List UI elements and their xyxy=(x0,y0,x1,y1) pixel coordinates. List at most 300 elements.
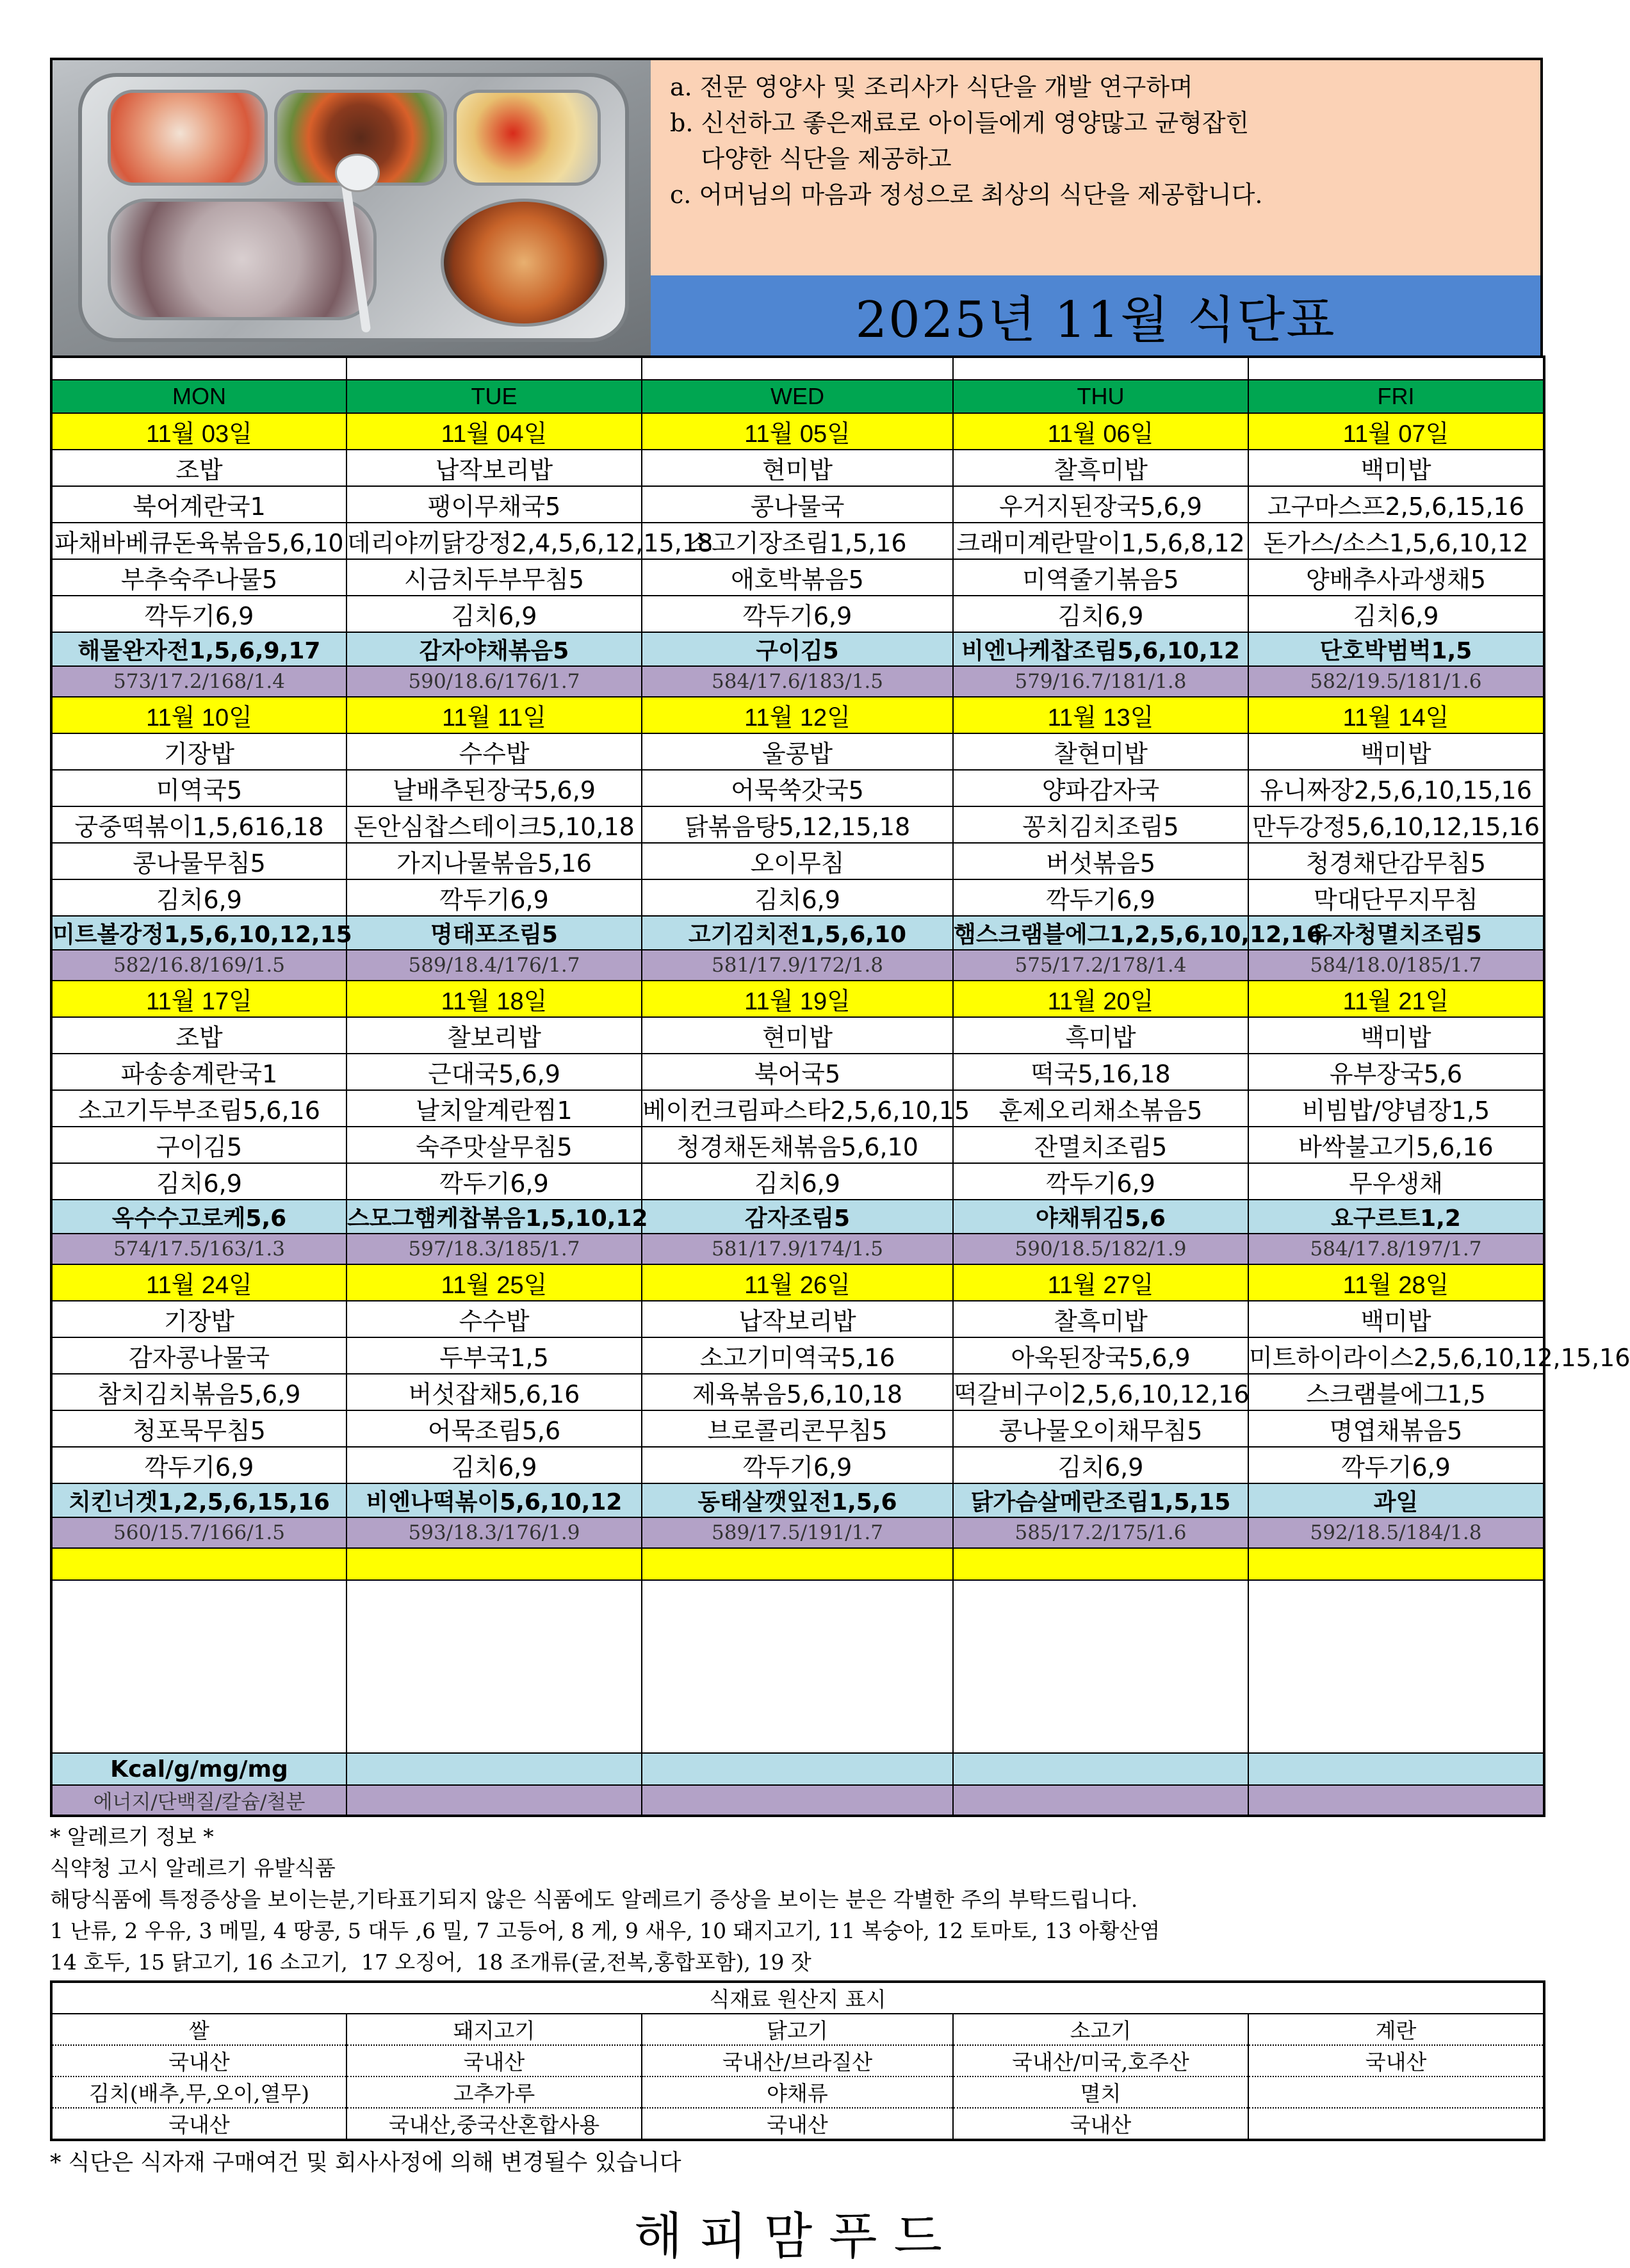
menu-item-text: 파채바베큐돈육볶음5,6,10 xyxy=(54,529,344,557)
nutrition-value xyxy=(346,950,642,981)
empty-cell xyxy=(642,1785,953,1816)
menu-item-text: 깍두기6,9 xyxy=(742,602,852,630)
menu-item xyxy=(51,843,346,879)
empty-cell xyxy=(346,1753,642,1785)
empty-cell xyxy=(346,1785,642,1816)
menu-item-row xyxy=(51,1090,1544,1127)
menu-item-text: 꽁치김치조림5 xyxy=(1022,813,1179,841)
nutrition-value xyxy=(51,1234,346,1264)
empty-cell xyxy=(346,1580,642,1753)
menu-item-text: 유부장국5,6 xyxy=(1329,1060,1463,1088)
menu-item xyxy=(51,1054,346,1090)
menu-item-text: 납작보리밥 xyxy=(435,456,553,484)
menu-item xyxy=(51,559,346,596)
origin-cell: 멸치 xyxy=(953,2076,1248,2108)
special-dish-text: 햄스크램블에그1,2,5,6,10,12,16 xyxy=(954,922,1323,948)
nutrition-value xyxy=(1248,950,1544,981)
special-dish xyxy=(51,1483,346,1517)
menu-item-text: 백미밥 xyxy=(1360,1307,1431,1335)
origin-cell: 국내산 xyxy=(1248,2045,1544,2076)
special-dish-row xyxy=(51,1200,1544,1234)
menu-item xyxy=(51,486,346,523)
menu-item xyxy=(953,806,1248,843)
origin-cell: 국내산/브라질산 xyxy=(642,2045,953,2076)
menu-item-text: 백미밥 xyxy=(1360,1024,1431,1052)
menu-item xyxy=(953,1054,1248,1090)
menu-item-text: 흑미밥 xyxy=(1065,1024,1136,1052)
menu-item xyxy=(51,1410,346,1447)
menu-item-text: 콩나물국 xyxy=(750,493,845,521)
weekday-header-row xyxy=(51,380,1544,413)
menu-item xyxy=(642,1447,953,1483)
date-cell-text: 11월 13일 xyxy=(1047,705,1154,731)
intro-text xyxy=(651,60,1540,275)
menu-item-row xyxy=(51,1017,1544,1054)
menu-item-text: 조밥 xyxy=(175,1024,223,1052)
date-cell xyxy=(51,697,346,733)
origin-cell: 닭고기 xyxy=(642,2014,953,2045)
menu-item-text: 기장밥 xyxy=(163,740,235,768)
menu-item-text: 두부국1,5 xyxy=(439,1344,549,1372)
menu-item-row xyxy=(51,559,1544,596)
empty-cell xyxy=(1248,1580,1544,1753)
menu-item xyxy=(1248,1017,1544,1054)
menu-item xyxy=(346,1410,642,1447)
special-dish-text: 비엔나떡볶이5,6,10,12 xyxy=(366,1489,623,1515)
menu-item xyxy=(1248,1410,1544,1447)
menu-item-text: 무우생채 xyxy=(1349,1170,1443,1198)
menu-item xyxy=(51,1090,346,1127)
empty-cell xyxy=(51,1548,346,1580)
intro-line-b2: 다양한 식단을 제공하고 xyxy=(670,145,952,173)
special-dish-row xyxy=(51,632,1544,666)
menu-item-text: 베이컨크림파스타2,5,6,10,15 xyxy=(642,1097,970,1125)
day-mon: MON xyxy=(51,380,346,413)
nutrition-value-text: 584/17.8/197/1.7 xyxy=(1310,1237,1482,1260)
menu-item-text: 근대국5,6,9 xyxy=(428,1060,560,1088)
date-cell xyxy=(642,697,953,733)
menu-item xyxy=(953,879,1248,916)
special-dish xyxy=(953,632,1248,666)
nutrition-value-text: 581/17.9/172/1.8 xyxy=(712,954,883,977)
nutrition-value xyxy=(642,1517,953,1548)
menu-item xyxy=(642,1410,953,1447)
menu-item xyxy=(51,1374,346,1410)
menu-item-row xyxy=(51,770,1544,806)
menu-item-text: 만두강정5,6,10,12,15,16 xyxy=(1252,813,1540,841)
allergy-heading: * 알레르기 정보 * xyxy=(50,1824,214,1849)
menu-item xyxy=(1248,1374,1544,1410)
menu-item xyxy=(1248,596,1544,632)
menu-item xyxy=(642,1127,953,1163)
menu-sheet xyxy=(50,58,1630,2268)
menu-item-text: 궁중떡볶이1,5,616,18 xyxy=(74,813,324,841)
day-tue: TUE xyxy=(346,380,642,413)
nutrition-value xyxy=(953,666,1248,697)
day-fri: FRI xyxy=(1248,380,1544,413)
menu-item-text: 파송송계란국1 xyxy=(120,1060,278,1088)
menu-item xyxy=(953,596,1248,632)
nutrition-value xyxy=(953,1234,1248,1264)
empty-cell xyxy=(642,1548,953,1580)
menu-item-text: 우거지된장국5,6,9 xyxy=(999,493,1202,521)
empty-cell xyxy=(1248,1753,1544,1785)
origin-cell: 계란 xyxy=(1248,2014,1544,2045)
menu-item xyxy=(346,806,642,843)
menu-item-text: 미역줄기볶음5 xyxy=(1022,566,1179,594)
nutrition-row xyxy=(51,950,1544,981)
empty-cell xyxy=(953,1753,1248,1785)
date-cell xyxy=(346,1264,642,1301)
empty-menu-row xyxy=(51,1580,1544,1753)
menu-item xyxy=(1248,879,1544,916)
date-cell xyxy=(1248,1264,1544,1301)
special-dish xyxy=(1248,632,1544,666)
menu-item xyxy=(642,1054,953,1090)
menu-item-text: 시금치두부무침5 xyxy=(403,566,585,594)
menu-item-text: 청포묵무침5 xyxy=(133,1417,266,1445)
menu-item xyxy=(51,596,346,632)
menu-item-row xyxy=(51,486,1544,523)
nutrition-value-text: 573/17.2/168/1.4 xyxy=(113,670,285,693)
menu-item-text: 브로콜리콘무침5 xyxy=(707,1417,888,1445)
menu-item xyxy=(1248,523,1544,559)
special-dish xyxy=(953,1483,1248,1517)
menu-item-text: 찰흑미밥 xyxy=(1054,1307,1148,1335)
title-banner xyxy=(651,275,1540,355)
empty-cell xyxy=(1248,1548,1544,1580)
menu-item-text: 소고기미역국5,16 xyxy=(699,1344,895,1372)
menu-item xyxy=(642,1374,953,1410)
date-cell xyxy=(1248,413,1544,450)
date-cell xyxy=(642,981,953,1017)
menu-item-text: 김치6,9 xyxy=(451,1453,537,1481)
nutrition-value xyxy=(642,666,953,697)
menu-item-text: 찰흑미밥 xyxy=(1054,456,1148,484)
soup-bowl xyxy=(441,199,607,327)
menu-item xyxy=(346,770,642,806)
menu-item-text: 구이김5 xyxy=(156,1133,243,1161)
menu-item-text: 바싹불고기5,6,16 xyxy=(1298,1133,1494,1161)
menu-item xyxy=(953,450,1248,486)
menu-item-text: 닭볶음탕5,12,15,18 xyxy=(684,813,911,841)
menu-item xyxy=(1248,1447,1544,1483)
menu-item-text: 명엽채볶음5 xyxy=(1329,1417,1463,1445)
menu-item xyxy=(953,1127,1248,1163)
menu-item xyxy=(1248,486,1544,523)
menu-item-row xyxy=(51,1127,1544,1163)
nutrition-value-text: 585/17.2/175/1.6 xyxy=(1015,1521,1187,1544)
menu-item xyxy=(953,1337,1248,1374)
empty-cell xyxy=(953,1548,1248,1580)
date-cell-text: 11월 17일 xyxy=(146,988,252,1015)
menu-item xyxy=(642,1163,953,1200)
allergy-line: 식약청 고시 알레르기 유발식품 xyxy=(50,1856,336,1880)
menu-item-text: 현미밥 xyxy=(762,456,833,484)
special-dish xyxy=(51,632,346,666)
menu-item-text: 김치6,9 xyxy=(156,886,242,914)
menu-item-text: 북어계란국1 xyxy=(133,493,266,521)
nutrition-row xyxy=(51,1517,1544,1548)
origin-row xyxy=(51,2076,1544,2108)
menu-item-text: 기장밥 xyxy=(163,1307,235,1335)
special-dish xyxy=(1248,1200,1544,1234)
menu-item xyxy=(1248,1163,1544,1200)
legend-desc-text: 에너지/단백질/칼슘/철분 xyxy=(93,1791,306,1814)
menu-item xyxy=(953,1090,1248,1127)
menu-item-text: 김치6,9 xyxy=(754,886,840,914)
date-cell-text: 11월 11일 xyxy=(442,705,546,731)
nutrition-value xyxy=(51,1517,346,1548)
origin-cell: 쌀 xyxy=(51,2014,346,2045)
nutrition-value xyxy=(953,1517,1248,1548)
menu-item-text: 찰현미밥 xyxy=(1054,740,1148,768)
date-cell-text: 11월 21일 xyxy=(1342,988,1449,1015)
nutrition-value-text: 574/17.5/163/1.3 xyxy=(113,1237,285,1260)
menu-item xyxy=(642,450,953,486)
menu-item-row xyxy=(51,1301,1544,1337)
nutrition-value xyxy=(346,1517,642,1548)
menu-item-text: 부추숙주나물5 xyxy=(120,566,278,594)
menu-item-row xyxy=(51,450,1544,486)
special-dish-text: 명태포조림5 xyxy=(430,922,558,948)
menu-item xyxy=(51,1447,346,1483)
origin-cell: 국내산 xyxy=(642,2108,953,2140)
empty-cell xyxy=(953,1785,1248,1816)
menu-item xyxy=(642,523,953,559)
date-cell-text: 11월 10일 xyxy=(146,705,252,731)
menu-item-row xyxy=(51,733,1544,770)
day-wed: WED xyxy=(642,380,953,413)
date-cell xyxy=(51,981,346,1017)
menu-item-text: 훈제오리채소볶음5 xyxy=(998,1097,1203,1125)
special-dish-text: 옥수수고로케5,6 xyxy=(111,1205,287,1232)
menu-item-text: 깍두기6,9 xyxy=(439,1170,549,1198)
nutrition-value xyxy=(642,950,953,981)
date-cell xyxy=(953,1264,1248,1301)
menu-item-text: 김치6,9 xyxy=(1057,1453,1144,1481)
menu-item xyxy=(1248,1090,1544,1127)
menu-item-text: 미트하이라이스2,5,6,10,12,15,16 xyxy=(1249,1344,1630,1372)
special-dish-text: 해물완자전1,5,6,9,17 xyxy=(77,638,321,664)
origin-cell: 국내산 xyxy=(51,2045,346,2076)
menu-item-text: 데리야끼닭강정2,4,5,6,12,15,18 xyxy=(347,529,713,557)
origin-cell: 국내산 xyxy=(346,2045,642,2076)
special-dish-text: 감자조림5 xyxy=(744,1205,851,1232)
company-name: 해피맘푸드 xyxy=(634,2208,959,2265)
menu-item-text: 김치6,9 xyxy=(451,602,537,630)
origin-table xyxy=(50,1980,1545,2141)
menu-item-text: 깍두기6,9 xyxy=(144,1453,254,1481)
day-thu: THU xyxy=(953,380,1248,413)
date-cell-text: 11월 04일 xyxy=(441,421,548,448)
menu-item-text: 깍두기6,9 xyxy=(1341,1453,1451,1481)
spacer-row xyxy=(51,357,1544,380)
menu-item xyxy=(346,733,642,770)
legend-units-row xyxy=(51,1753,1544,1785)
menu-item xyxy=(642,559,953,596)
menu-item-text: 숙주맛살무침5 xyxy=(416,1133,573,1161)
menu-item-text: 김치6,9 xyxy=(1353,602,1439,630)
menu-item xyxy=(346,1017,642,1054)
menu-item xyxy=(51,523,346,559)
nutrition-value xyxy=(346,1234,642,1264)
menu-item xyxy=(51,1163,346,1200)
date-cell-text: 11월 06일 xyxy=(1047,421,1154,448)
menu-item-text: 현미밥 xyxy=(762,1024,833,1052)
menu-item-text: 참치김치볶음5,6,9 xyxy=(97,1380,301,1408)
allergy-line: 해당식품에 특정증상을 보이는분,기타표기되지 않은 식품에도 알레르기 증상을 보이는 분은 각별한 주의 부탁드립니다. xyxy=(50,1887,1138,1912)
menu-item-text: 북어국5 xyxy=(754,1060,841,1088)
menu-item-row xyxy=(51,1374,1544,1410)
special-dish-text: 닭가슴살메란조림1,5,15 xyxy=(970,1489,1231,1515)
allergy-line: 1 난류, 2 우유, 3 메밀, 4 땅콩, 5 대두 ,6 밀, 7 고등어, 8 게, 9 새우, 10 돼지고기, 11 복숭아, 12 토마토, 13 아황산염 xyxy=(50,1918,1161,1943)
nutrition-value xyxy=(1248,666,1544,697)
special-dish-text: 고기김치전1,5,6,10 xyxy=(688,922,907,948)
menu-item-text: 유니짜장2,5,6,10,15,16 xyxy=(1260,776,1532,804)
nutrition-value-text: 581/17.9/174/1.5 xyxy=(712,1237,883,1260)
menu-item xyxy=(642,486,953,523)
menu-item-text: 김치6,9 xyxy=(1057,602,1144,630)
date-cell-text: 11월 12일 xyxy=(744,705,851,731)
special-dish xyxy=(51,1200,346,1234)
special-dish-text: 치킨너겟1,2,5,6,15,16 xyxy=(69,1489,330,1515)
spoon-head xyxy=(335,154,380,192)
date-cell-text: 11월 28일 xyxy=(1342,1272,1449,1299)
menu-item xyxy=(346,450,642,486)
menu-item xyxy=(346,1127,642,1163)
special-dish xyxy=(953,916,1323,950)
date-cell xyxy=(642,1264,953,1301)
origin-row xyxy=(51,2045,1544,2076)
rice-compartment xyxy=(108,199,377,320)
menu-item-row xyxy=(51,596,1544,632)
allergy-info xyxy=(50,1821,1543,1978)
menu-item-text: 소고기두부조림5,6,16 xyxy=(78,1097,320,1125)
menu-item xyxy=(1248,770,1544,806)
legend-desc-row xyxy=(51,1785,1544,1816)
origin-cell: 국내산 xyxy=(51,2108,346,2140)
menu-item xyxy=(953,523,1248,559)
nutrition-value-text: 589/17.5/191/1.7 xyxy=(712,1521,883,1544)
special-dish-text: 스모그햄케찹볶음1,5,10,12 xyxy=(347,1205,648,1232)
date-cell-text: 11월 19일 xyxy=(744,988,851,1015)
menu-item-text: 버섯잡채5,6,16 xyxy=(408,1380,580,1408)
menu-item xyxy=(642,806,953,843)
date-cell-text: 11월 05일 xyxy=(744,421,851,448)
nutrition-value-text: 593/18.3/176/1.9 xyxy=(408,1521,580,1544)
empty-cell xyxy=(953,1580,1248,1753)
empty-cell xyxy=(642,1753,953,1785)
origin-cell: 고추가루 xyxy=(346,2076,642,2108)
special-dish xyxy=(51,916,352,950)
menu-item-text: 깍두기6,9 xyxy=(742,1453,852,1481)
menu-item-text: 청경채돈채볶음5,6,10 xyxy=(676,1133,918,1161)
date-cell-text: 11월 24일 xyxy=(146,1272,252,1299)
nutrition-row xyxy=(51,666,1544,697)
menu-item-row xyxy=(51,1054,1544,1090)
special-dish xyxy=(642,916,953,950)
menu-item-text: 감자콩나물국 xyxy=(128,1344,270,1372)
menu-item-text: 비빔밥/양념장1,5 xyxy=(1301,1097,1490,1125)
date-row xyxy=(51,413,1544,450)
empty-cell xyxy=(642,1580,953,1753)
nutrition-value xyxy=(51,950,346,981)
special-dish-row xyxy=(51,916,1544,950)
special-dish-text: 미트볼강정1,5,6,10,12,15 xyxy=(53,922,352,948)
special-dish-text: 구이김5 xyxy=(756,638,839,664)
menu-item xyxy=(1248,806,1544,843)
nutrition-value-text: 589/18.4/176/1.7 xyxy=(408,954,580,977)
date-cell-text: 11월 26일 xyxy=(744,1272,851,1299)
menu-item-text: 백미밥 xyxy=(1360,456,1431,484)
special-dish xyxy=(953,1200,1248,1234)
menu-item xyxy=(953,1301,1248,1337)
menu-item xyxy=(953,1374,1248,1410)
menu-item-text: 날배추된장국5,6,9 xyxy=(393,776,596,804)
menu-item xyxy=(642,843,953,879)
special-dish xyxy=(1248,1483,1544,1517)
menu-item xyxy=(642,733,953,770)
origin-cell: 김치(배추,무,오이,열무) xyxy=(51,2076,346,2108)
special-dish-text: 단호박범벅1,5 xyxy=(1319,638,1472,664)
menu-item xyxy=(51,1017,346,1054)
special-dish-text: 동태살깻잎전1,5,6 xyxy=(697,1489,897,1515)
origin-title-row xyxy=(51,1982,1544,2014)
menu-item-row xyxy=(51,806,1544,843)
menu-item xyxy=(953,1447,1248,1483)
date-cell-text: 11월 14일 xyxy=(1342,705,1449,731)
menu-item xyxy=(1248,843,1544,879)
menu-item-text: 조밥 xyxy=(175,456,223,484)
nutrition-value-text: 584/17.6/183/1.5 xyxy=(712,670,883,693)
menu-item xyxy=(51,770,346,806)
origin-cell: 국내산/미국,호주산 xyxy=(953,2045,1248,2076)
special-dish-text: 야채튀김5,6 xyxy=(1036,1205,1166,1232)
menu-item xyxy=(346,843,642,879)
nutrition-value xyxy=(1248,1234,1544,1264)
menu-item xyxy=(346,1447,642,1483)
menu-item xyxy=(642,1090,970,1127)
date-cell-text: 11월 27일 xyxy=(1047,1272,1154,1299)
menu-item xyxy=(953,1017,1248,1054)
intro-line-b1: b. 신선하고 좋은재료로 아이들에게 영양많고 균형잡힌 xyxy=(670,109,1250,137)
menu-item-row xyxy=(51,1410,1544,1447)
menu-item xyxy=(642,770,953,806)
menu-item-text: 미역국5 xyxy=(156,776,243,804)
nutrition-value-text: 582/19.5/181/1.6 xyxy=(1310,670,1482,693)
nutrition-value-text: 590/18.6/176/1.7 xyxy=(408,670,580,693)
menu-item xyxy=(346,1054,642,1090)
change-notice: * 식단은 식자재 구매여건 및 회사사정에 의해 변경될수 있습니다 xyxy=(50,2150,681,2176)
date-cell-text: 11월 07일 xyxy=(1342,421,1449,448)
menu-item-text: 콩나물무침5 xyxy=(133,849,266,877)
menu-item-text: 팽이무채국5 xyxy=(427,493,561,521)
menu-item xyxy=(642,596,953,632)
menu-item xyxy=(642,1301,953,1337)
empty-cell xyxy=(1248,1785,1544,1816)
menu-item-text: 수수밥 xyxy=(459,1307,530,1335)
special-dish xyxy=(346,632,642,666)
menu-item xyxy=(953,770,1248,806)
menu-item xyxy=(1248,1337,1630,1374)
special-dish-row xyxy=(51,1483,1544,1517)
menu-item-text: 어묵조림5,6 xyxy=(427,1417,561,1445)
menu-item-text: 버섯볶음5 xyxy=(1045,849,1155,877)
salad-compartment xyxy=(453,90,601,186)
nutrition-value-text: 590/18.5/182/1.9 xyxy=(1015,1237,1187,1260)
special-dish xyxy=(346,916,642,950)
